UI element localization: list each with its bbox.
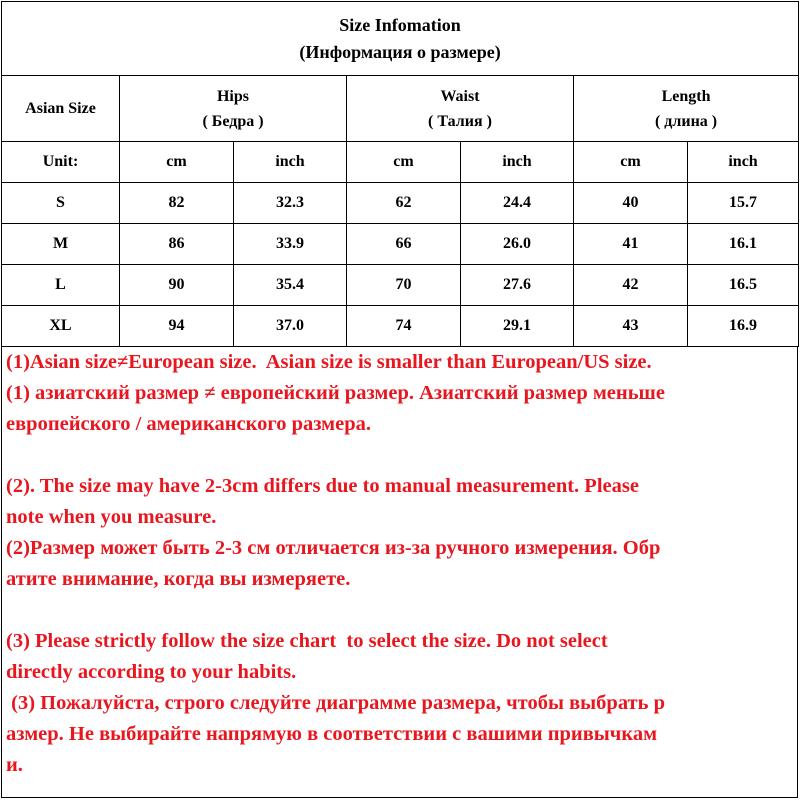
value-cell: 33.9	[234, 224, 347, 265]
note-line: (3) Пожалуйста, строго следуйте диаграмме размера, чтобы выбрать р	[6, 692, 665, 714]
unit-cell: cm	[120, 142, 234, 183]
table-title-cell	[2, 2, 799, 76]
note-line: (1)Asian size≠European size. Asian size is smaller than European/US size.	[6, 351, 652, 373]
note-line: (2). The size may have 2-3cm differs due to manual measurement. Please	[6, 475, 639, 497]
table-title-row	[2, 2, 799, 76]
value-cell: 62	[347, 183, 461, 224]
unit-cell: cm	[574, 142, 688, 183]
value-cell: 74	[347, 306, 461, 347]
group-header-row	[2, 76, 799, 142]
note-line: европейского / американского размера.	[6, 413, 372, 435]
value-cell: 26.0	[461, 224, 574, 265]
value-cell: 90	[120, 265, 234, 306]
note-line: атите внимание, когда вы измеряете.	[6, 568, 351, 590]
value-cell: 16.9	[688, 306, 799, 347]
value-cell: 16.5	[688, 265, 799, 306]
asian-size-header: Asian Size	[2, 76, 120, 142]
note-line: азмер. Не выбирайте напрямую в соответствии с вашими привычкам	[6, 723, 658, 745]
group-name-ru: ( Бедра )	[202, 112, 264, 130]
value-cell: 24.4	[461, 183, 574, 224]
unit-row	[2, 142, 799, 183]
value-cell: 27.6	[461, 265, 574, 306]
unit-label: Unit:	[2, 142, 120, 183]
size-cell: XL	[2, 306, 120, 347]
value-cell: 16.1	[688, 224, 799, 265]
table-row	[2, 306, 799, 347]
group-name-ru: ( Талия )	[428, 112, 492, 130]
note-spacer	[6, 595, 793, 626]
note-spacer	[6, 440, 793, 471]
unit-cell: inch	[234, 142, 347, 183]
table-row	[2, 265, 799, 306]
group-name: Hips	[216, 87, 249, 105]
value-cell: 82	[120, 183, 234, 224]
value-cell: 37.0	[234, 306, 347, 347]
value-cell: 15.7	[688, 183, 799, 224]
value-cell: 94	[120, 306, 234, 347]
note-line: и.	[6, 754, 23, 776]
size-cell: S	[2, 183, 120, 224]
group-name: Waist	[440, 87, 480, 105]
table-row	[2, 183, 799, 224]
value-cell: 29.1	[461, 306, 574, 347]
note-line: (2)Размер может быть 2-3 см отличается из-за ручного измерения. Обр	[6, 537, 661, 559]
unit-cell: cm	[347, 142, 461, 183]
value-cell: 43	[574, 306, 688, 347]
size-cell: M	[2, 224, 120, 265]
note-line: note when you measure.	[6, 506, 217, 528]
size-table	[1, 1, 799, 347]
size-cell: L	[2, 265, 120, 306]
value-cell: 70	[347, 265, 461, 306]
value-cell: 40	[574, 183, 688, 224]
value-cell: 32.3	[234, 183, 347, 224]
note-line: directly according to your habits.	[6, 661, 297, 683]
value-cell: 66	[347, 224, 461, 265]
size-notes	[1, 346, 798, 798]
unit-cell: inch	[461, 142, 574, 183]
table-title: Size Infomation	[339, 14, 461, 35]
group-header-hips	[120, 76, 347, 142]
note-line: (1) азиатский размер ≠ европейский размер. Азиатский размер меньше	[6, 382, 665, 404]
table-row	[2, 224, 799, 265]
table-subtitle: (Информация о размере)	[299, 41, 501, 62]
group-name-ru: ( длина )	[654, 112, 718, 130]
group-name: Length	[661, 87, 711, 105]
value-cell: 35.4	[234, 265, 347, 306]
value-cell: 42	[574, 265, 688, 306]
value-cell: 86	[120, 224, 234, 265]
group-header-waist	[347, 76, 574, 142]
unit-cell: inch	[688, 142, 799, 183]
value-cell: 41	[574, 224, 688, 265]
group-header-length	[574, 76, 799, 142]
note-line: (3) Please strictly follow the size chart to select the size. Do not select	[6, 630, 608, 652]
